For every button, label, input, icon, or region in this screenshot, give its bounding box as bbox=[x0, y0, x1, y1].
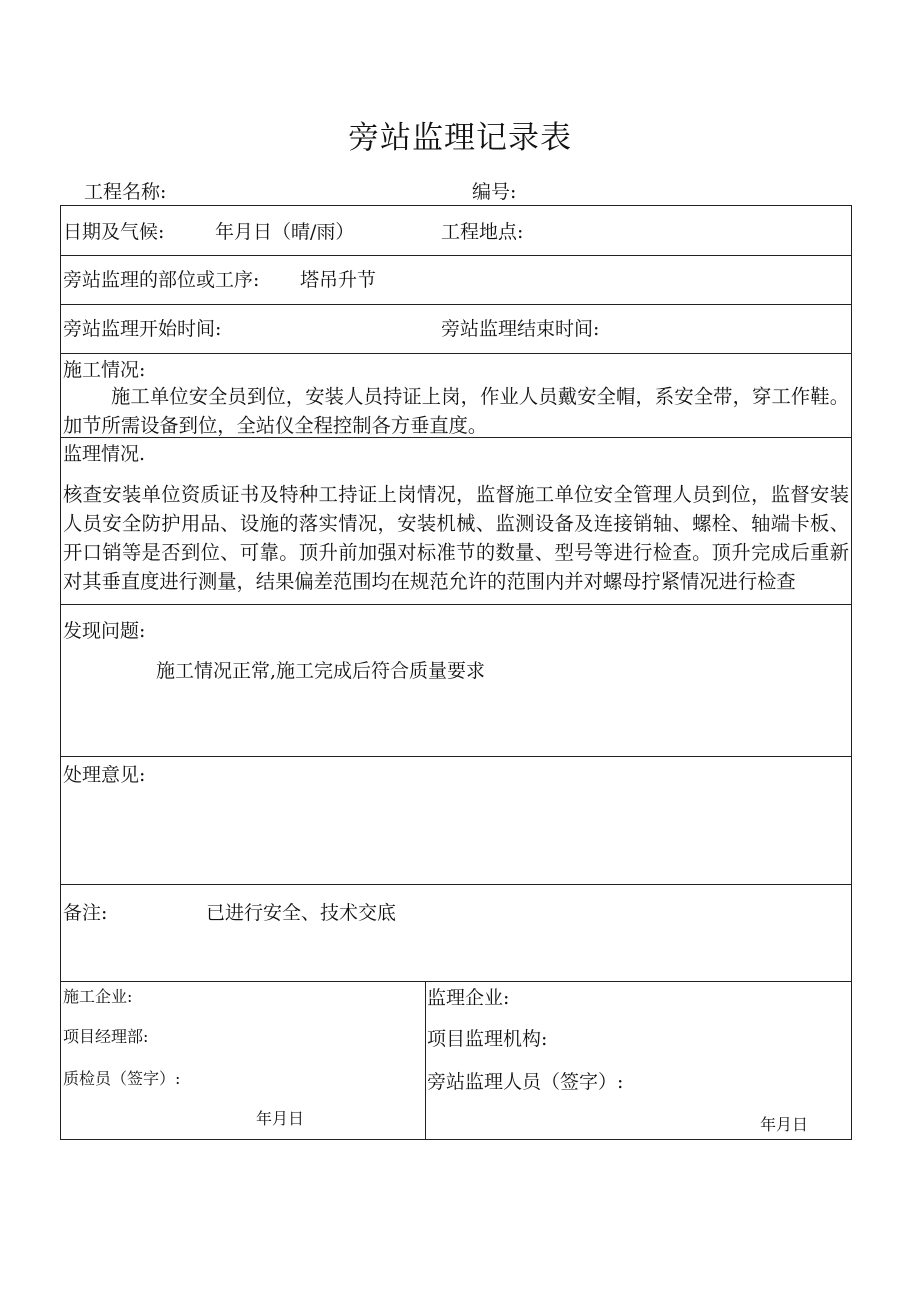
row-supervision bbox=[61, 438, 851, 605]
supervision-text[interactable]: 核查安装单位资质证书及特种工持证上岗情况，监督施工单位安全管理人员到位，监督安装人员安全防护用品、设施的落实情况，安装机械、监测设备及连接销轴、螺栓、轴端卡板、开口销等是否到位、可靠。顶升前加强对标准节的数量、型号等进行检查。顶升完成后重新对其垂直度进行测量，结果偏差范围均在规范允许的范围内并对螺母拧紧情况进行检查 bbox=[63, 483, 849, 593]
left-date: 年月日 bbox=[256, 1109, 305, 1128]
problems-label: 发现问题: bbox=[63, 620, 146, 642]
right-date: 年月日 bbox=[760, 1115, 809, 1134]
problems-text[interactable]: 施工情况正常,施工完成后符合质量要求 bbox=[156, 660, 486, 682]
end-time-label: 旁站监理结束时间: bbox=[441, 318, 600, 340]
column-divider bbox=[425, 982, 426, 1139]
remarks-label: 备注: bbox=[63, 902, 108, 924]
row-remarks bbox=[61, 885, 851, 982]
row-date-weather bbox=[61, 206, 851, 256]
construction-company-label: 施工企业: bbox=[63, 987, 133, 1006]
location-label: 工程地点: bbox=[441, 221, 524, 243]
row-construction bbox=[61, 354, 851, 438]
page-title: 旁站监理记录表 bbox=[348, 120, 572, 156]
date-weather-label: 日期及气候: bbox=[63, 221, 165, 243]
record-form bbox=[60, 205, 852, 1140]
part-process-label: 旁站监理的部位或工序: bbox=[63, 269, 260, 291]
row-time bbox=[61, 305, 851, 354]
construction-text[interactable]: 施工单位安全员到位，安装人员持证上岗，作业人员戴安全帽，系安全带，穿工作鞋。加节所需设备到位，全站仪全程控制各方垂直度。 bbox=[63, 385, 849, 437]
supervision-company-label: 监理企业: bbox=[427, 987, 510, 1009]
remarks-text[interactable]: 已进行安全、技术交底 bbox=[206, 902, 397, 924]
project-dept-label: 项目经理部: bbox=[63, 1027, 149, 1046]
part-process-value[interactable]: 塔吊升节 bbox=[300, 269, 377, 291]
supervisor-signature-label[interactable]: 旁站监理人员（签字）: bbox=[427, 1071, 624, 1093]
row-signatures bbox=[61, 982, 851, 1139]
construction-label: 施工情况: bbox=[63, 359, 146, 381]
number-label: 编号: bbox=[472, 181, 517, 203]
row-opinion bbox=[61, 757, 851, 885]
inspector-signature-label[interactable]: 质检员（签字）: bbox=[63, 1069, 181, 1088]
row-problems bbox=[61, 605, 851, 757]
start-time-label: 旁站监理开始时间: bbox=[63, 318, 222, 340]
supervision-org-label: 项目监理机构: bbox=[427, 1028, 548, 1050]
date-weather-value[interactable]: 年月日（晴/雨） bbox=[215, 221, 355, 243]
project-name-label: 工程名称: bbox=[84, 181, 167, 203]
opinion-label: 处理意见: bbox=[63, 764, 146, 786]
supervision-label: 监理情况. bbox=[63, 443, 146, 465]
row-part-process bbox=[61, 256, 851, 305]
